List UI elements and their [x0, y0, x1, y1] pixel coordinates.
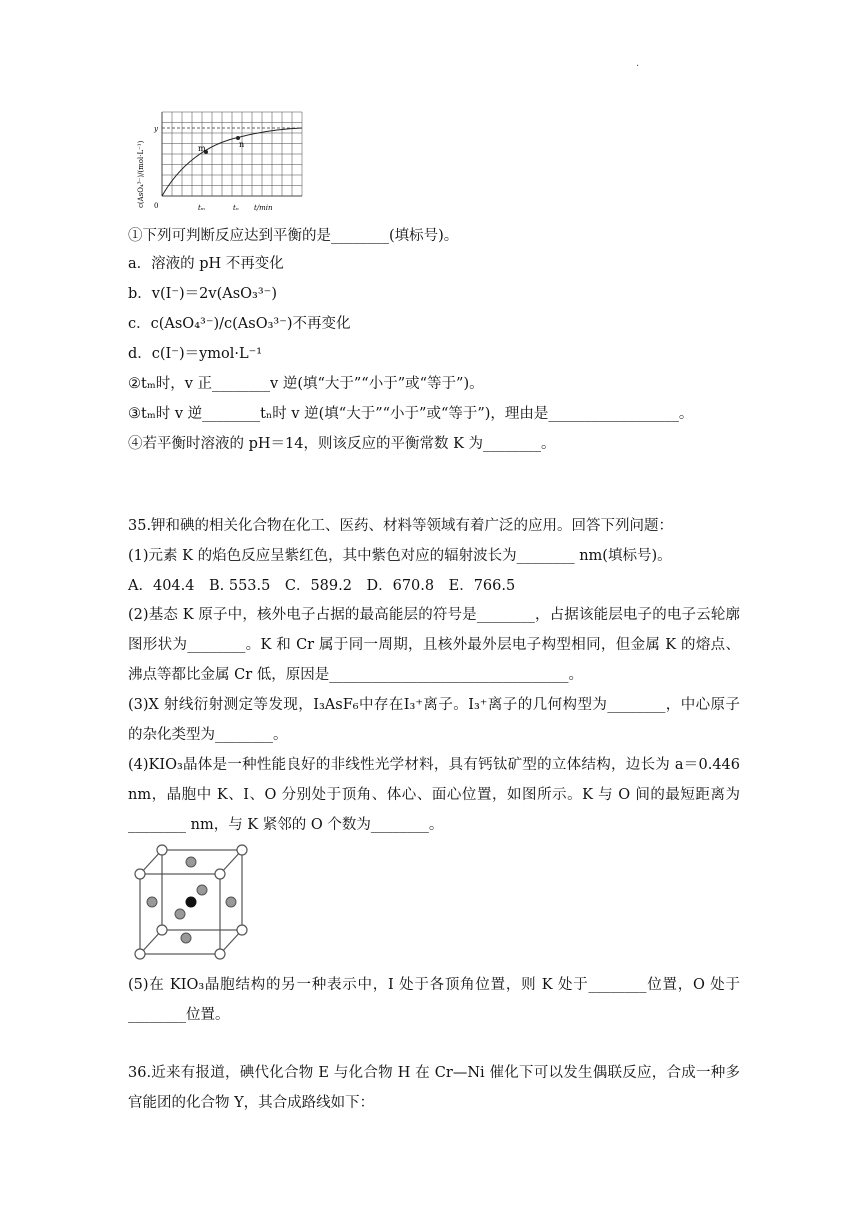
y-tick-y: y	[154, 125, 158, 133]
q35-part-5: (5)在 KIO₃晶胞结构的另一种表示中，I 处于各顶角位置，则 K 处于________位置，O 处于________位置。	[128, 977, 740, 1023]
q35-intro: 35.钾和碘的相关化合物在化工、医药、材料等领域有着广泛的应用。回答下列问题：	[128, 518, 674, 534]
q35-part-1: (1)元素 K 的焰色反应呈紫红色，其中紫色对应的辐射波长为________ nm(填标号)。	[128, 548, 672, 564]
q34-line-4: ④若平衡时溶液的 pH＝14，则该反应的平衡常数 K 为________。	[128, 436, 556, 452]
q35-options: A．404.4 B. 553.5 C．589.2 D．670.8 E．766.5	[128, 578, 516, 594]
q35-part-4: (4)KIO₃晶体是一种性能良好的非线性光学材料，具有钙钛矿型的立体结构，边长为 a＝0.446 nm，晶胞中 K、I、O 分别处于顶角、体心、面心位置，如图所示。K 与 O 间的最短距离为________ nm，与 K 紧邻的 O 个数为________。	[128, 757, 740, 833]
point-n-label: n	[239, 140, 245, 149]
q34-option-d: d．c(I⁻)＝ymol·L⁻¹	[128, 346, 263, 362]
x-tick-tm: tₘ	[198, 204, 206, 212]
q34-line-1: ①下列可判断反应达到平衡的是________(填标号)。	[128, 228, 459, 244]
q34-line-3: ③tₘ时 v 逆________tₙ时 v 逆(填“大于”“小于”或“等于”)，理由是__________________。	[128, 406, 694, 422]
q34-option-a: a．溶液的 pH 不再变化	[128, 256, 284, 272]
q34-option-b: b．v(I⁻)＝2v(AsO₃³⁻)	[128, 286, 277, 302]
q36-intro: 36.近来有报道，碘代化合物 E 与化合物 H 在 Cr—Ni 催化下可以发生偶联反应，合成一种多官能团的化合物 Y，其合成路线如下：	[128, 1065, 740, 1111]
x-tick-tn: tₙ	[233, 204, 239, 212]
kio3-unit-cell-diagram	[132, 840, 250, 964]
x-axis-label: t/min	[254, 204, 273, 212]
q35-part-3: (3)X 射线衍射测定等发现，I₃AsF₆中存在I₃⁺离子。I₃⁺离子的几何构型为________，中心原子的杂化类型为________。	[128, 697, 740, 743]
concentration-time-chart	[134, 104, 306, 216]
x-tick-0: 0	[154, 202, 159, 210]
point-m-label: m	[198, 144, 206, 153]
header-dot: .	[636, 58, 640, 69]
chart-ylabel: c(AsO₄³⁻)/(mol·L⁻¹)	[137, 140, 145, 208]
q34-option-c: c．c(AsO₄³⁻)/c(AsO₃³⁻)不再变化	[128, 316, 351, 332]
q34-line-2: ②tₘ时，v 正________v 逆(填“大于”“小于”或“等于”)。	[128, 376, 484, 392]
q35-part-2: (2)基态 K 原子中，核外电子占据的最高能层的符号是________，占据该能层电子的电子云轮廓图形状为________。K 和 Cr 属于同一周期，且核外最外层电子构型相同，但金属 K 的熔点、沸点等都比金属 Cr 低，原因是_________________________________。	[128, 607, 740, 683]
